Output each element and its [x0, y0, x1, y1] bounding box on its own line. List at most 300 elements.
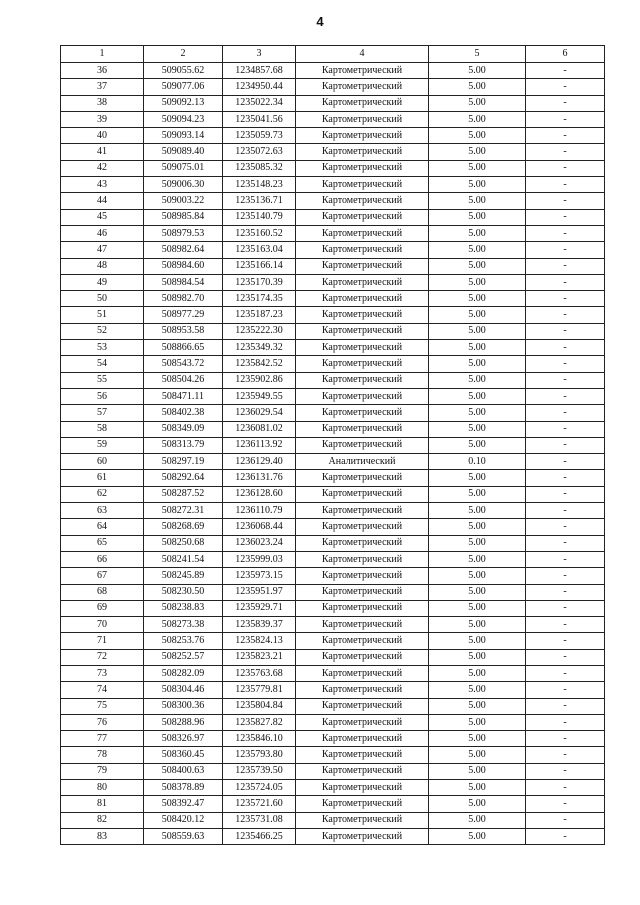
note-cell: - — [526, 209, 605, 225]
y-coordinate-cell: 1235973.15 — [223, 568, 296, 584]
column-header: 2 — [144, 46, 223, 63]
y-coordinate-cell: 1234950.44 — [223, 79, 296, 95]
table-row — [61, 209, 605, 225]
note-cell: - — [526, 128, 605, 144]
y-coordinate-cell: 1235842.52 — [223, 356, 296, 372]
note-cell: - — [526, 503, 605, 519]
x-coordinate-cell: 509089.40 — [144, 144, 223, 160]
note-cell: - — [526, 568, 605, 584]
table-row — [61, 682, 605, 698]
x-coordinate-cell: 509077.06 — [144, 79, 223, 95]
method-cell: Картометрический — [296, 763, 429, 779]
point-number-cell: 76 — [61, 714, 144, 730]
note-cell: - — [526, 454, 605, 470]
x-coordinate-cell: 508250.68 — [144, 535, 223, 551]
y-coordinate-cell: 1235731.08 — [223, 812, 296, 828]
accuracy-cell: 5.00 — [429, 828, 526, 844]
x-coordinate-cell: 508304.46 — [144, 682, 223, 698]
method-cell: Картометрический — [296, 79, 429, 95]
note-cell: - — [526, 470, 605, 486]
method-cell: Картометрический — [296, 111, 429, 127]
note-cell: - — [526, 731, 605, 747]
y-coordinate-cell: 1235085.32 — [223, 160, 296, 176]
method-cell: Картометрический — [296, 160, 429, 176]
y-coordinate-cell: 1235763.68 — [223, 665, 296, 681]
x-coordinate-cell: 508349.09 — [144, 421, 223, 437]
y-coordinate-cell: 1235779.81 — [223, 682, 296, 698]
method-cell: Картометрический — [296, 372, 429, 388]
note-cell: - — [526, 617, 605, 633]
table-row — [61, 600, 605, 616]
method-cell: Картометрический — [296, 258, 429, 274]
point-number-cell: 72 — [61, 649, 144, 665]
method-cell: Картометрический — [296, 486, 429, 502]
y-coordinate-cell: 1236131.76 — [223, 470, 296, 486]
accuracy-cell: 5.00 — [429, 600, 526, 616]
method-cell: Картометрический — [296, 307, 429, 323]
y-coordinate-cell: 1235827.82 — [223, 714, 296, 730]
method-cell: Картометрический — [296, 193, 429, 209]
table-row — [61, 356, 605, 372]
note-cell: - — [526, 780, 605, 796]
table-row — [61, 405, 605, 421]
point-number-cell: 39 — [61, 111, 144, 127]
accuracy-cell: 5.00 — [429, 714, 526, 730]
method-cell: Картометрический — [296, 291, 429, 307]
method-cell: Картометрический — [296, 63, 429, 79]
accuracy-cell: 5.00 — [429, 307, 526, 323]
y-coordinate-cell: 1235140.79 — [223, 209, 296, 225]
point-number-cell: 68 — [61, 584, 144, 600]
method-cell: Картометрический — [296, 600, 429, 616]
x-coordinate-cell: 509055.62 — [144, 63, 223, 79]
note-cell: - — [526, 535, 605, 551]
x-coordinate-cell: 508230.50 — [144, 584, 223, 600]
x-coordinate-cell: 508313.79 — [144, 437, 223, 453]
point-number-cell: 67 — [61, 568, 144, 584]
x-coordinate-cell: 508241.54 — [144, 551, 223, 567]
x-coordinate-cell: 508866.65 — [144, 340, 223, 356]
accuracy-cell: 5.00 — [429, 649, 526, 665]
accuracy-cell: 5.00 — [429, 568, 526, 584]
method-cell: Аналитический — [296, 454, 429, 470]
table-row — [61, 780, 605, 796]
x-coordinate-cell: 508984.54 — [144, 274, 223, 290]
method-cell: Картометрический — [296, 617, 429, 633]
method-cell: Картометрический — [296, 356, 429, 372]
x-coordinate-cell: 508360.45 — [144, 747, 223, 763]
table-row — [61, 503, 605, 519]
method-cell: Картометрический — [296, 698, 429, 714]
column-header: 4 — [296, 46, 429, 63]
accuracy-cell: 5.00 — [429, 763, 526, 779]
table-row — [61, 307, 605, 323]
y-coordinate-cell: 1235222.30 — [223, 323, 296, 339]
point-number-cell: 66 — [61, 551, 144, 567]
point-number-cell: 43 — [61, 177, 144, 193]
note-cell: - — [526, 682, 605, 698]
point-number-cell: 49 — [61, 274, 144, 290]
point-number-cell: 57 — [61, 405, 144, 421]
y-coordinate-cell: 1235839.37 — [223, 617, 296, 633]
method-cell: Картометрический — [296, 649, 429, 665]
x-coordinate-cell: 508252.57 — [144, 649, 223, 665]
note-cell: - — [526, 649, 605, 665]
x-coordinate-cell: 508543.72 — [144, 356, 223, 372]
method-cell: Картометрический — [296, 209, 429, 225]
accuracy-cell: 5.00 — [429, 372, 526, 388]
note-cell: - — [526, 633, 605, 649]
accuracy-cell: 5.00 — [429, 698, 526, 714]
point-number-cell: 44 — [61, 193, 144, 209]
method-cell: Картометрический — [296, 747, 429, 763]
method-cell: Картометрический — [296, 388, 429, 404]
y-coordinate-cell: 1235739.50 — [223, 763, 296, 779]
y-coordinate-cell: 1235951.97 — [223, 584, 296, 600]
point-number-cell: 54 — [61, 356, 144, 372]
point-number-cell: 56 — [61, 388, 144, 404]
note-cell: - — [526, 421, 605, 437]
point-number-cell: 74 — [61, 682, 144, 698]
note-cell: - — [526, 584, 605, 600]
method-cell: Картометрический — [296, 828, 429, 844]
x-coordinate-cell: 508977.29 — [144, 307, 223, 323]
page-number: 4 — [316, 14, 324, 29]
point-number-cell: 41 — [61, 144, 144, 160]
note-cell: - — [526, 95, 605, 111]
point-number-cell: 47 — [61, 242, 144, 258]
table-header-row — [61, 46, 605, 63]
note-cell: - — [526, 356, 605, 372]
point-number-cell: 63 — [61, 503, 144, 519]
accuracy-cell: 5.00 — [429, 535, 526, 551]
x-coordinate-cell: 508559.63 — [144, 828, 223, 844]
accuracy-cell: 5.00 — [429, 747, 526, 763]
note-cell: - — [526, 812, 605, 828]
x-coordinate-cell: 508300.36 — [144, 698, 223, 714]
point-number-cell: 61 — [61, 470, 144, 486]
y-coordinate-cell: 1235170.39 — [223, 274, 296, 290]
point-number-cell: 82 — [61, 812, 144, 828]
table-row — [61, 649, 605, 665]
method-cell: Картометрический — [296, 535, 429, 551]
note-cell: - — [526, 405, 605, 421]
y-coordinate-cell: 1236129.40 — [223, 454, 296, 470]
method-cell: Картометрический — [296, 323, 429, 339]
x-coordinate-cell: 508979.53 — [144, 225, 223, 241]
point-number-cell: 69 — [61, 600, 144, 616]
column-header: 3 — [223, 46, 296, 63]
y-coordinate-cell: 1235823.21 — [223, 649, 296, 665]
y-coordinate-cell: 1235349.32 — [223, 340, 296, 356]
note-cell: - — [526, 79, 605, 95]
y-coordinate-cell: 1235174.35 — [223, 291, 296, 307]
table-row — [61, 111, 605, 127]
table-row — [61, 454, 605, 470]
table-row — [61, 340, 605, 356]
table-row — [61, 796, 605, 812]
y-coordinate-cell: 1235824.13 — [223, 633, 296, 649]
accuracy-cell: 5.00 — [429, 486, 526, 502]
method-cell: Картометрический — [296, 421, 429, 437]
accuracy-cell: 5.00 — [429, 665, 526, 681]
point-number-cell: 77 — [61, 731, 144, 747]
y-coordinate-cell: 1234857.68 — [223, 63, 296, 79]
point-number-cell: 36 — [61, 63, 144, 79]
point-number-cell: 50 — [61, 291, 144, 307]
point-number-cell: 37 — [61, 79, 144, 95]
method-cell: Картометрический — [296, 568, 429, 584]
accuracy-cell: 5.00 — [429, 144, 526, 160]
note-cell: - — [526, 193, 605, 209]
table-row — [61, 470, 605, 486]
point-number-cell: 59 — [61, 437, 144, 453]
point-number-cell: 58 — [61, 421, 144, 437]
x-coordinate-cell: 508297.19 — [144, 454, 223, 470]
y-coordinate-cell: 1235804.84 — [223, 698, 296, 714]
accuracy-cell: 5.00 — [429, 242, 526, 258]
note-cell: - — [526, 437, 605, 453]
y-coordinate-cell: 1235160.52 — [223, 225, 296, 241]
note-cell: - — [526, 519, 605, 535]
table-row — [61, 568, 605, 584]
y-coordinate-cell: 1236113.92 — [223, 437, 296, 453]
x-coordinate-cell: 508953.58 — [144, 323, 223, 339]
table-row — [61, 242, 605, 258]
method-cell: Картометрический — [296, 437, 429, 453]
point-number-cell: 65 — [61, 535, 144, 551]
x-coordinate-cell: 508238.83 — [144, 600, 223, 616]
y-coordinate-cell: 1235999.03 — [223, 551, 296, 567]
accuracy-cell: 5.00 — [429, 551, 526, 567]
accuracy-cell: 5.00 — [429, 633, 526, 649]
note-cell: - — [526, 111, 605, 127]
accuracy-cell: 5.00 — [429, 519, 526, 535]
point-number-cell: 80 — [61, 780, 144, 796]
accuracy-cell: 5.00 — [429, 682, 526, 698]
note-cell: - — [526, 372, 605, 388]
method-cell: Картометрический — [296, 242, 429, 258]
table-body — [61, 63, 605, 845]
method-cell: Картометрический — [296, 633, 429, 649]
note-cell: - — [526, 600, 605, 616]
accuracy-cell: 5.00 — [429, 388, 526, 404]
column-header: 1 — [61, 46, 144, 63]
accuracy-cell: 5.00 — [429, 323, 526, 339]
table-row — [61, 372, 605, 388]
y-coordinate-cell: 1236068.44 — [223, 519, 296, 535]
point-number-cell: 51 — [61, 307, 144, 323]
table-row — [61, 747, 605, 763]
point-number-cell: 38 — [61, 95, 144, 111]
point-number-cell: 55 — [61, 372, 144, 388]
x-coordinate-cell: 508420.12 — [144, 812, 223, 828]
note-cell: - — [526, 763, 605, 779]
x-coordinate-cell: 509003.22 — [144, 193, 223, 209]
table-row — [61, 535, 605, 551]
table-row — [61, 617, 605, 633]
method-cell: Картометрический — [296, 225, 429, 241]
accuracy-cell: 5.00 — [429, 405, 526, 421]
y-coordinate-cell: 1236128.60 — [223, 486, 296, 502]
accuracy-cell: 5.00 — [429, 209, 526, 225]
y-coordinate-cell: 1235136.71 — [223, 193, 296, 209]
accuracy-cell: 5.00 — [429, 437, 526, 453]
table-row — [61, 291, 605, 307]
note-cell: - — [526, 486, 605, 502]
accuracy-cell: 5.00 — [429, 193, 526, 209]
accuracy-cell: 5.00 — [429, 731, 526, 747]
method-cell: Картометрический — [296, 503, 429, 519]
point-number-cell: 62 — [61, 486, 144, 502]
y-coordinate-cell: 1235721.60 — [223, 796, 296, 812]
method-cell: Картометрический — [296, 470, 429, 486]
table-row — [61, 828, 605, 844]
point-number-cell: 48 — [61, 258, 144, 274]
column-header: 6 — [526, 46, 605, 63]
accuracy-cell: 0.10 — [429, 454, 526, 470]
note-cell: - — [526, 323, 605, 339]
y-coordinate-cell: 1236110.79 — [223, 503, 296, 519]
y-coordinate-cell: 1235059.73 — [223, 128, 296, 144]
y-coordinate-cell: 1235902.86 — [223, 372, 296, 388]
point-number-cell: 73 — [61, 665, 144, 681]
accuracy-cell: 5.00 — [429, 291, 526, 307]
table-row — [61, 388, 605, 404]
x-coordinate-cell: 508392.47 — [144, 796, 223, 812]
x-coordinate-cell: 508982.70 — [144, 291, 223, 307]
y-coordinate-cell: 1235148.23 — [223, 177, 296, 193]
column-header: 5 — [429, 46, 526, 63]
accuracy-cell: 5.00 — [429, 340, 526, 356]
note-cell: - — [526, 258, 605, 274]
method-cell: Картометрический — [296, 584, 429, 600]
note-cell: - — [526, 177, 605, 193]
point-number-cell: 46 — [61, 225, 144, 241]
y-coordinate-cell: 1235163.04 — [223, 242, 296, 258]
y-coordinate-cell: 1236081.02 — [223, 421, 296, 437]
x-coordinate-cell: 508292.64 — [144, 470, 223, 486]
table-row — [61, 160, 605, 176]
note-cell: - — [526, 551, 605, 567]
accuracy-cell: 5.00 — [429, 421, 526, 437]
note-cell: - — [526, 747, 605, 763]
accuracy-cell: 5.00 — [429, 177, 526, 193]
method-cell: Картометрический — [296, 780, 429, 796]
table-row — [61, 177, 605, 193]
table-row — [61, 63, 605, 79]
method-cell: Картометрический — [296, 95, 429, 111]
accuracy-cell: 5.00 — [429, 225, 526, 241]
x-coordinate-cell: 509094.23 — [144, 111, 223, 127]
y-coordinate-cell: 1235793.80 — [223, 747, 296, 763]
x-coordinate-cell: 508471.11 — [144, 388, 223, 404]
accuracy-cell: 5.00 — [429, 780, 526, 796]
y-coordinate-cell: 1236029.54 — [223, 405, 296, 421]
accuracy-cell: 5.00 — [429, 274, 526, 290]
x-coordinate-cell: 508272.31 — [144, 503, 223, 519]
y-coordinate-cell: 1235466.25 — [223, 828, 296, 844]
x-coordinate-cell: 508287.52 — [144, 486, 223, 502]
table-row — [61, 95, 605, 111]
table-row — [61, 714, 605, 730]
table-row — [61, 551, 605, 567]
method-cell: Картометрический — [296, 682, 429, 698]
accuracy-cell: 5.00 — [429, 503, 526, 519]
table-row — [61, 144, 605, 160]
note-cell: - — [526, 160, 605, 176]
method-cell: Картометрический — [296, 274, 429, 290]
note-cell: - — [526, 340, 605, 356]
table-row — [61, 274, 605, 290]
method-cell: Картометрический — [296, 177, 429, 193]
point-number-cell: 53 — [61, 340, 144, 356]
method-cell: Картометрический — [296, 519, 429, 535]
method-cell: Картометрический — [296, 812, 429, 828]
x-coordinate-cell: 509006.30 — [144, 177, 223, 193]
table-row — [61, 584, 605, 600]
note-cell: - — [526, 714, 605, 730]
note-cell: - — [526, 144, 605, 160]
x-coordinate-cell: 508984.60 — [144, 258, 223, 274]
table-row — [61, 421, 605, 437]
y-coordinate-cell: 1235724.05 — [223, 780, 296, 796]
note-cell: - — [526, 665, 605, 681]
point-number-cell: 42 — [61, 160, 144, 176]
x-coordinate-cell: 508504.26 — [144, 372, 223, 388]
accuracy-cell: 5.00 — [429, 160, 526, 176]
method-cell: Картометрический — [296, 714, 429, 730]
accuracy-cell: 5.00 — [429, 95, 526, 111]
accuracy-cell: 5.00 — [429, 470, 526, 486]
accuracy-cell: 5.00 — [429, 617, 526, 633]
accuracy-cell: 5.00 — [429, 356, 526, 372]
point-number-cell: 40 — [61, 128, 144, 144]
method-cell: Картометрический — [296, 665, 429, 681]
x-coordinate-cell: 508326.97 — [144, 731, 223, 747]
table-row — [61, 731, 605, 747]
table-row — [61, 128, 605, 144]
x-coordinate-cell: 508985.84 — [144, 209, 223, 225]
note-cell: - — [526, 63, 605, 79]
accuracy-cell: 5.00 — [429, 796, 526, 812]
note-cell: - — [526, 307, 605, 323]
point-number-cell: 52 — [61, 323, 144, 339]
table-row — [61, 763, 605, 779]
method-cell: Картометрический — [296, 340, 429, 356]
y-coordinate-cell: 1235846.10 — [223, 731, 296, 747]
x-coordinate-cell: 508253.76 — [144, 633, 223, 649]
point-number-cell: 45 — [61, 209, 144, 225]
note-cell: - — [526, 225, 605, 241]
x-coordinate-cell: 508378.89 — [144, 780, 223, 796]
table-row — [61, 698, 605, 714]
y-coordinate-cell: 1235072.63 — [223, 144, 296, 160]
y-coordinate-cell: 1235022.34 — [223, 95, 296, 111]
coordinates-table — [60, 45, 605, 845]
table-row — [61, 633, 605, 649]
x-coordinate-cell: 509093.14 — [144, 128, 223, 144]
point-number-cell: 78 — [61, 747, 144, 763]
x-coordinate-cell: 508402.38 — [144, 405, 223, 421]
note-cell: - — [526, 828, 605, 844]
note-cell: - — [526, 698, 605, 714]
x-coordinate-cell: 508245.89 — [144, 568, 223, 584]
note-cell: - — [526, 242, 605, 258]
table-row — [61, 519, 605, 535]
point-number-cell: 64 — [61, 519, 144, 535]
table-row — [61, 323, 605, 339]
